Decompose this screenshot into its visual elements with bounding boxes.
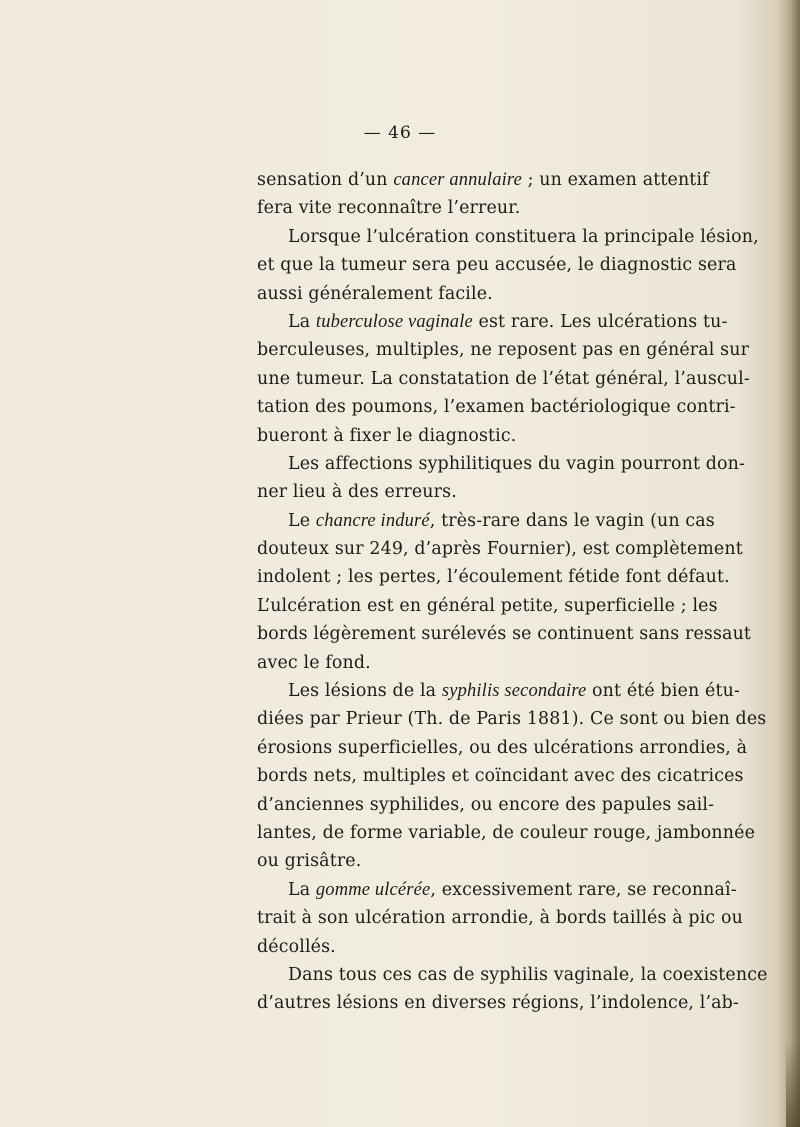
text-line bbox=[257, 876, 737, 904]
text-run: et que la tumeur sera peu accusée, le diagnostic sera bbox=[257, 255, 737, 276]
text-line bbox=[257, 819, 756, 847]
text-run: ; un examen attentif bbox=[521, 170, 709, 190]
text-line bbox=[257, 592, 718, 620]
text-line bbox=[257, 393, 736, 421]
text-run: bords nets, multiples et coïncidant avec des cicatrices bbox=[257, 766, 744, 787]
text-line bbox=[257, 336, 750, 364]
text-run: Lorsque l’ulcération constituera la principale lésion, bbox=[288, 226, 759, 247]
text-run: Les lésions de la bbox=[288, 681, 442, 702]
text-line bbox=[257, 620, 752, 648]
italic-term: gomme ulcérée bbox=[315, 879, 431, 900]
text-run: sensation d’un bbox=[257, 170, 394, 190]
text-run: diées par Prieur (Th. de Paris 1881). Ce sont ou bien des bbox=[257, 709, 767, 730]
text-line bbox=[257, 933, 663, 961]
body-text bbox=[257, 166, 768, 1018]
text-line bbox=[257, 422, 663, 450]
text-run: aussi généralement facile. bbox=[257, 283, 493, 304]
text-run: érosions superficielles, ou des ulcérations arrondies, à bbox=[257, 737, 748, 758]
text-line bbox=[257, 762, 744, 790]
text-line bbox=[257, 251, 737, 279]
text-run: Les affections syphilitiques du vagin pourront don- bbox=[288, 453, 746, 474]
text-line bbox=[257, 365, 750, 393]
text-run: , très-rare dans le vagin (un cas bbox=[429, 510, 715, 531]
italic-term: tuberculose vaginale bbox=[315, 311, 473, 332]
text-run: avec le fond. bbox=[257, 652, 371, 673]
text-line bbox=[257, 507, 715, 535]
page-edge-shadow bbox=[778, 0, 800, 1127]
text-run: d’anciennes syphilides, ou encore des papules sail- bbox=[257, 794, 715, 815]
text-run: d’autres lésions en diverses régions, l’indolence, l’ab- bbox=[257, 993, 739, 1014]
text-run: berculeuses, multiples, ne reposent pas en général sur bbox=[257, 340, 750, 361]
text-run: Le bbox=[288, 510, 316, 531]
text-run: bords légèrement surélevés se continuent sans ressaut bbox=[257, 624, 752, 645]
text-run: une tumeur. La constatation de l’état général, l’auscul- bbox=[257, 368, 750, 389]
italic-term: cancer annulaire bbox=[393, 170, 522, 190]
text-line bbox=[257, 308, 728, 336]
text-line bbox=[257, 904, 743, 932]
text-run: lantes, de forme variable, de couleur rouge, jambonnée bbox=[257, 822, 756, 843]
text-run: bueront à fixer le diagnostic. bbox=[257, 425, 517, 446]
text-run: L’ulcération est en général petite, superficielle ; les bbox=[257, 595, 718, 616]
text-run: décollés. bbox=[257, 936, 336, 957]
italic-term: syphilis secondaire bbox=[441, 681, 587, 702]
text-run: , excessivement rare, se reconnaî- bbox=[430, 879, 737, 900]
text-run: ou grisâtre. bbox=[257, 851, 362, 872]
text-line bbox=[257, 791, 715, 819]
text-run: La bbox=[288, 311, 316, 332]
text-run: fera vite reconnaître l’erreur. bbox=[257, 198, 521, 219]
text-run: trait à son ulcération arrondie, à bords taillés à pic ou bbox=[257, 908, 743, 929]
italic-term: chancre induré bbox=[315, 510, 430, 531]
text-run: est rare. Les ulcérations tu- bbox=[472, 311, 728, 332]
text-line bbox=[257, 734, 748, 762]
page-corner-shadow bbox=[786, 1040, 800, 1127]
text-line bbox=[257, 166, 709, 194]
text-line bbox=[257, 677, 740, 705]
text-run: ont été bien étu- bbox=[586, 681, 740, 702]
text-line bbox=[257, 223, 759, 251]
text-line bbox=[257, 961, 768, 989]
text-run: Dans tous ces cas de syphilis vaginale, la coexistence bbox=[288, 964, 768, 985]
text-line bbox=[257, 194, 663, 222]
page-number: — 46 — bbox=[363, 123, 437, 143]
text-line bbox=[257, 847, 663, 875]
text-run: indolent ; les pertes, l’écoulement fétide font défaut. bbox=[257, 567, 730, 588]
text-line bbox=[257, 535, 743, 563]
text-run: douteux sur 249, d’après Fournier), est complètement bbox=[257, 539, 743, 560]
text-line bbox=[257, 478, 663, 506]
text-run: La bbox=[288, 879, 316, 900]
text-line bbox=[257, 450, 746, 478]
text-line bbox=[257, 989, 739, 1017]
text-line bbox=[257, 705, 767, 733]
text-run: tation des poumons, l’examen bactériologique contri- bbox=[257, 397, 736, 418]
text-line bbox=[257, 280, 663, 308]
text-line bbox=[257, 563, 730, 591]
text-line bbox=[257, 649, 663, 677]
text-run: ner lieu à des erreurs. bbox=[257, 482, 457, 503]
